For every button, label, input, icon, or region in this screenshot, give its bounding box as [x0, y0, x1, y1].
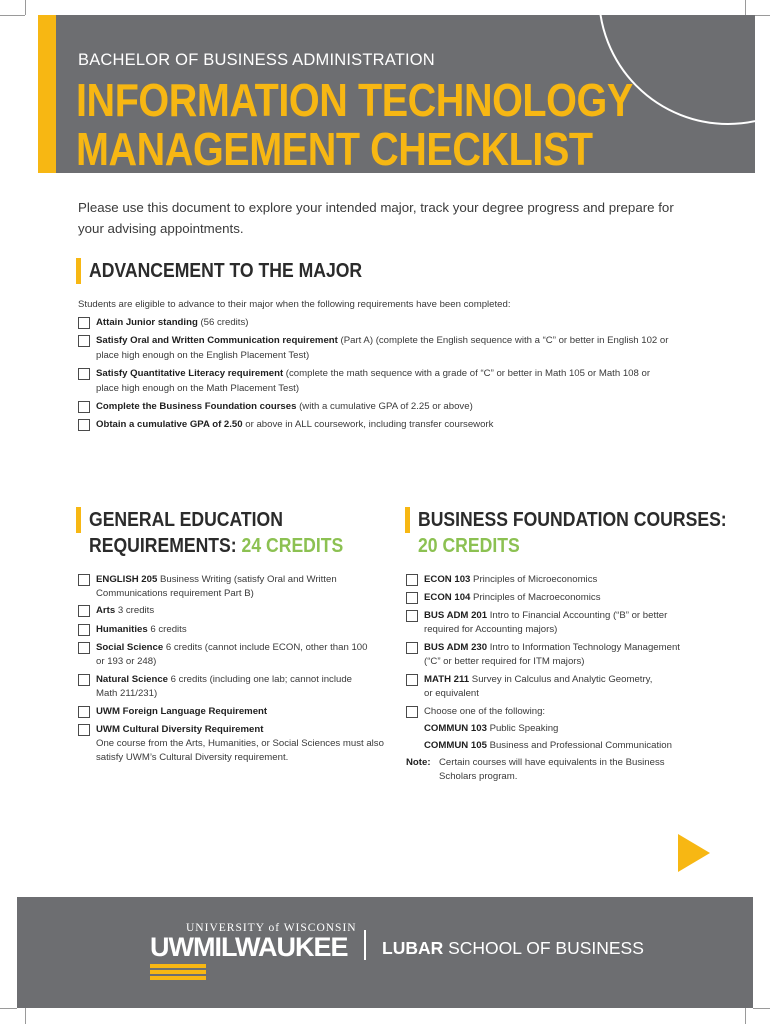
choice-bold: COMMUN 103	[424, 723, 487, 734]
crop-mark	[745, 1008, 746, 1024]
page-title-line1: INFORMATION TECHNOLOGY	[76, 74, 633, 126]
item-continuation: place high enough on the Math Placement Test)	[96, 383, 300, 394]
gen-ed-heading	[76, 507, 378, 559]
choice-option	[424, 738, 672, 754]
university-name: UNIVERSITY of WISCONSIN	[186, 922, 357, 934]
checkbox[interactable]	[78, 724, 90, 736]
checkbox[interactable]	[78, 401, 90, 413]
item-continuation: satisfy UWM’s Cultural Diversity requirement.	[96, 752, 289, 763]
crop-mark	[0, 1008, 17, 1009]
crop-mark	[25, 1008, 26, 1024]
item-continuation: or 193 or 248)	[96, 656, 157, 667]
item-text: (complete the math sequence with a grade of “C” or better in Math 105 or Math 108 or	[283, 368, 651, 379]
choice-text: Business and Professional Communication	[486, 740, 672, 751]
uwm-logo-stripe	[150, 964, 206, 968]
item-bold: Social Science	[96, 642, 164, 653]
section-accent-bar	[76, 258, 81, 284]
item-bold: BUS ADM 201	[424, 610, 488, 621]
foundation-heading	[405, 507, 769, 559]
checkbox[interactable]	[78, 368, 90, 380]
item-text: (with a cumulative GPA of 2.25 or above)	[296, 401, 473, 412]
checkbox[interactable]	[78, 335, 90, 347]
item-continuation: (“C” or better required for ITM majors)	[424, 656, 585, 667]
checkbox[interactable]	[78, 642, 90, 654]
foundation-credits: 20 CREDITS	[418, 535, 520, 557]
checkbox[interactable]	[78, 624, 90, 636]
item-bold: UWM Foreign Language Requirement	[96, 706, 268, 717]
item-text: Survey in Calculus and Analytic Geometry,	[469, 674, 653, 685]
advancement-item[interactable]	[78, 315, 698, 331]
item-bold: Attain Junior standing	[96, 317, 198, 328]
foundation-item[interactable]	[406, 704, 696, 720]
checkbox[interactable]	[78, 574, 90, 586]
item-bold: Humanities	[96, 624, 148, 635]
checkbox[interactable]	[406, 610, 418, 622]
checkbox[interactable]	[78, 419, 90, 431]
item-continuation: Communications requirement Part B)	[96, 588, 254, 599]
item-text: 6 credits (cannot include ECON, other than 100	[163, 642, 368, 653]
lubar-bold: LUBAR	[382, 938, 444, 958]
item-continuation: or equivalent	[424, 688, 479, 699]
checkbox[interactable]	[78, 317, 90, 329]
note	[406, 755, 431, 771]
item-bold: BUS ADM 230	[424, 642, 488, 653]
checkbox[interactable]	[78, 706, 90, 718]
checkbox[interactable]	[78, 674, 90, 686]
advancement-heading	[76, 258, 399, 284]
item-bold: Obtain a cumulative GPA of 2.50	[96, 419, 243, 430]
gen-ed-title-line2: REQUIREMENTS:	[89, 535, 237, 557]
item-continuation: required for Accounting majors)	[424, 624, 558, 635]
item-continuation: Math 211/231)	[96, 688, 158, 699]
choice-option	[424, 721, 558, 737]
note-label: Note:	[406, 757, 431, 768]
item-bold: Natural Science	[96, 674, 168, 685]
advancement-item[interactable]	[78, 399, 698, 415]
section-accent-bar	[76, 507, 81, 533]
section-accent-bar	[405, 507, 410, 533]
checkbox[interactable]	[406, 642, 418, 654]
header-band	[38, 15, 755, 173]
checkbox[interactable]	[406, 574, 418, 586]
item-text: Choose one of the following:	[424, 706, 546, 717]
gen-ed-item[interactable]	[78, 603, 368, 619]
advancement-item[interactable]	[78, 333, 698, 349]
item-text: 6 credits	[147, 624, 187, 635]
item-text: Business Writing (satisfy Oral and Written	[157, 574, 337, 585]
page-title	[76, 76, 633, 173]
intro-paragraph: Please use this document to explore your intended major, track your degree progress and prepare for your advising appointments.	[78, 200, 674, 236]
item-bold: UWM Cultural Diversity Requirement	[96, 724, 264, 735]
checkbox[interactable]	[406, 674, 418, 686]
uwm-logo-text: UWMILWAUKEE	[150, 932, 348, 962]
checkbox[interactable]	[406, 706, 418, 718]
item-text: (56 credits)	[197, 317, 249, 328]
gen-ed-title-line1: GENERAL EDUCATION	[89, 509, 283, 531]
crop-mark	[745, 0, 746, 15]
item-bold: ENGLISH 205	[96, 574, 158, 585]
footer-divider	[364, 930, 366, 960]
advancement-lead: Students are eligible to advance to their major when the following requirements have been completed:	[78, 299, 511, 310]
gen-ed-credits: 24 CREDITS	[241, 535, 344, 557]
uwm-logo-stripe	[150, 970, 206, 974]
item-continuation: place high enough on the English Placement Test)	[96, 350, 310, 361]
item-text: 6 credits (including one lab; cannot include	[168, 674, 352, 685]
choice-text: Public Speaking	[486, 723, 559, 734]
choice-bold: COMMUN 105	[424, 740, 487, 751]
next-arrow-icon	[678, 834, 710, 872]
gen-ed-item[interactable]	[78, 704, 368, 720]
advancement-item[interactable]	[78, 417, 698, 433]
advancement-item[interactable]	[78, 366, 698, 382]
item-text: Intro to Information Technology Management	[487, 642, 680, 653]
item-bold: Satisfy Quantitative Literacy requirement	[96, 368, 284, 379]
item-text: or above in ALL coursework, including transfer coursework	[242, 419, 494, 430]
checkbox[interactable]	[78, 605, 90, 617]
page-title-line2: MANAGEMENT CHECKLIST	[76, 123, 593, 173]
note-text: Certain courses will have equivalents in the Business	[439, 757, 665, 768]
crop-mark	[753, 1008, 770, 1009]
gen-ed-item[interactable]	[78, 622, 368, 638]
item-text: Principles of Macroeconomics	[470, 592, 601, 603]
item-bold: ECON 103	[424, 574, 471, 585]
lubar-school-logo	[382, 938, 644, 959]
item-text: Principles of Microeconomics	[470, 574, 598, 585]
item-text: Intro to Financial Accounting (“B” or better	[487, 610, 668, 621]
item-text: (Part A) (complete the English sequence with a “C” or better in English 102 or	[337, 335, 669, 346]
checkbox[interactable]	[406, 592, 418, 604]
lubar-rest: SCHOOL OF BUSINESS	[443, 938, 644, 958]
crop-mark	[0, 15, 25, 16]
item-bold: Complete the Business Foundation courses	[96, 401, 297, 412]
foundation-item[interactable]	[406, 572, 696, 588]
uwm-logo-stripe	[150, 976, 206, 980]
foundation-item[interactable]	[406, 590, 696, 606]
note-text: Scholars program.	[439, 771, 518, 782]
foundation-title-line1: BUSINESS FOUNDATION COURSES:	[418, 509, 727, 531]
item-bold: ECON 104	[424, 592, 471, 603]
item-continuation: One course from the Arts, Humanities, or Social Sciences must also	[96, 738, 384, 749]
crop-mark	[25, 0, 26, 15]
advancement-title: ADVANCEMENT TO THE MAJOR	[89, 260, 363, 282]
item-bold: MATH 211	[424, 674, 470, 685]
item-text: 3 credits	[115, 605, 155, 616]
header-accent-bar	[38, 15, 56, 173]
item-bold: Arts	[96, 605, 116, 616]
header-subtitle: BACHELOR OF BUSINESS ADMINISTRATION	[78, 51, 435, 69]
item-bold: Satisfy Oral and Written Communication requirement	[96, 335, 338, 346]
